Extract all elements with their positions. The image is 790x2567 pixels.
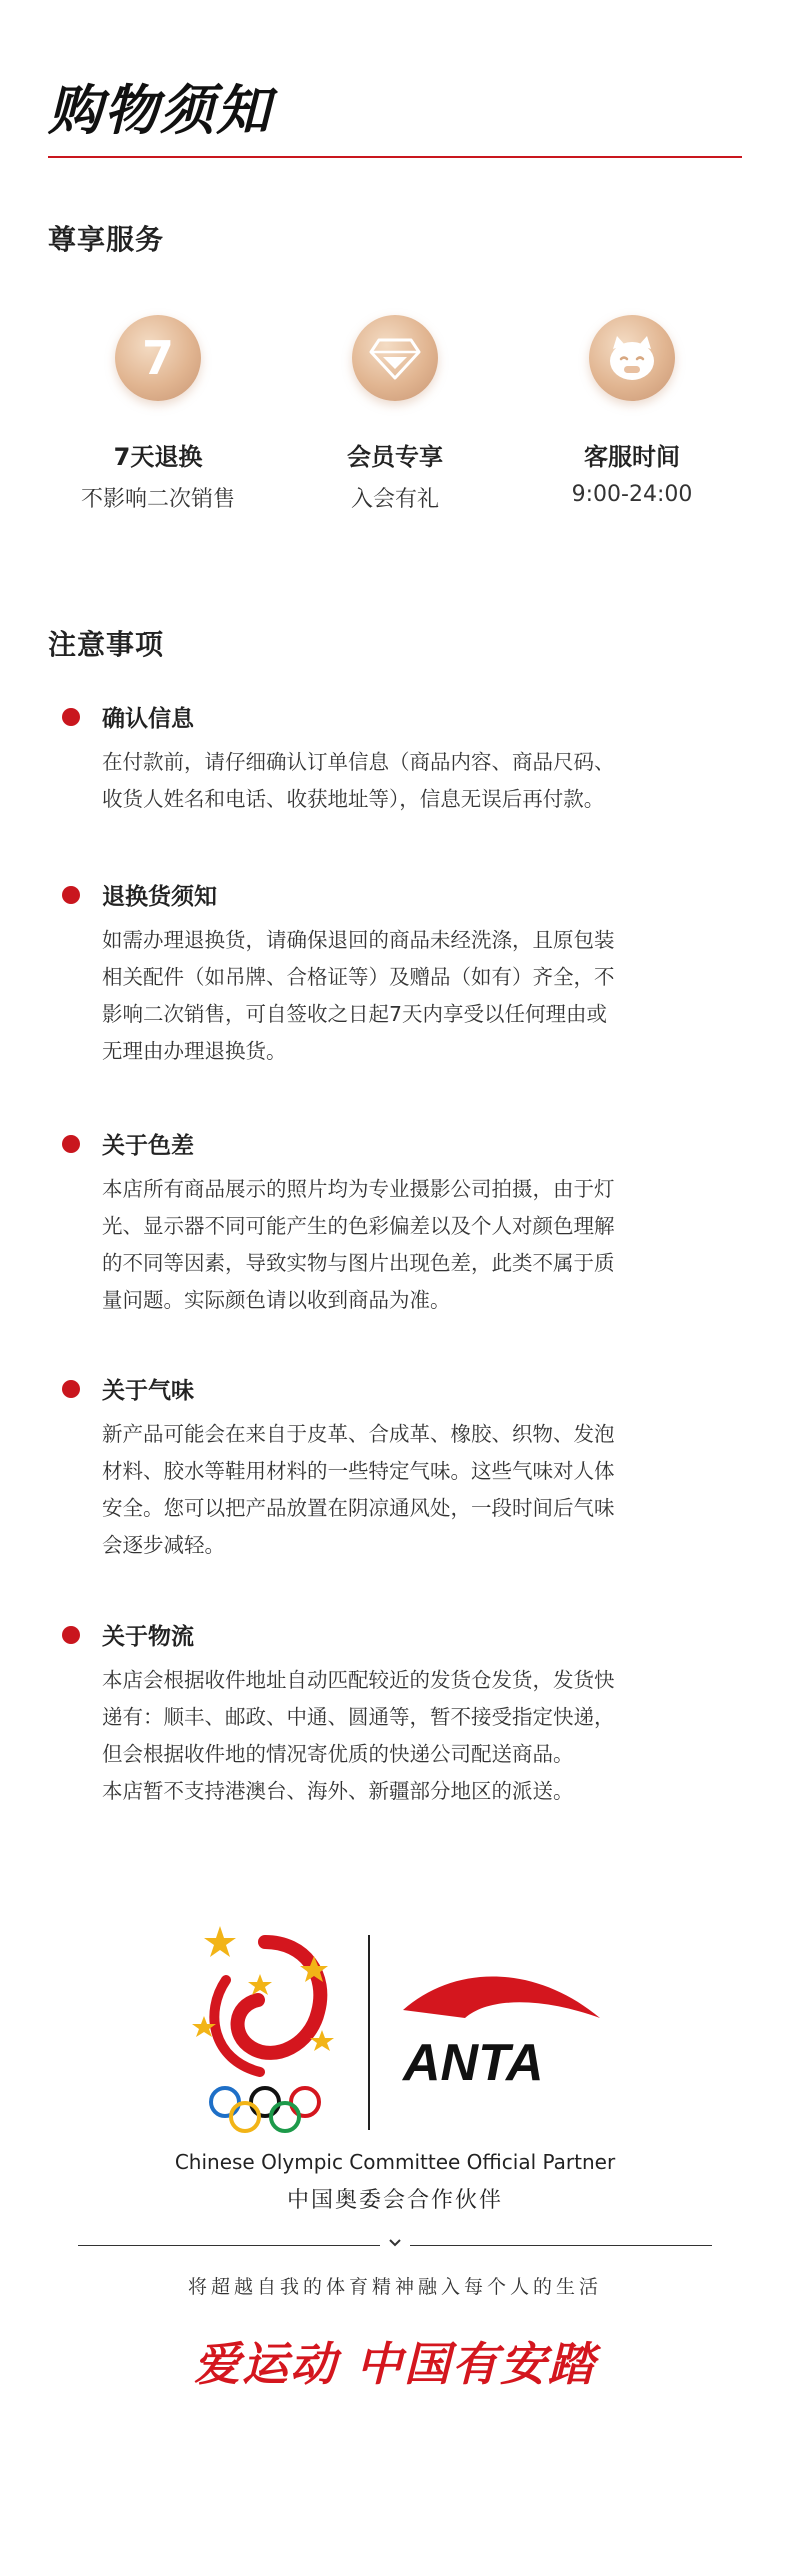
notice-body: 本店所有商品展示的照片均为专业摄影公司拍摄，由于灯 光、显示器不同可能产生的色彩偏差以及个人对颜色理解 的不同等因素，导致实物与图片出现色差，此类不属于质 量问题。实际颜色请以收到商品为准。	[102, 1177, 615, 1312]
service-title: 客服时间	[584, 443, 680, 471]
bullet-dot-icon	[62, 708, 80, 726]
notice-title: 关于气味	[102, 1378, 194, 1404]
service-subtitle: 9:00-24:00	[571, 482, 693, 507]
service-subtitle: 不影响二次销售	[80, 487, 235, 512]
footer-divider-left	[78, 2245, 380, 2246]
notice-title: 关于物流	[102, 1624, 194, 1650]
brand-slogan: 爱运动 中国有安踏	[193, 2337, 596, 2391]
notice-body: 如需办理退换货，请确保退回的商品未经洗涤，且原包装 相关配件（如吊牌、合格证等）及赠品（如有）齐全，不 影响二次销售，可自签收之日起7天内享受以任何理由或 无理由办理退换货。	[102, 928, 615, 1063]
notice-body: 本店会根据收件地址自动匹配较近的发货仓发货，发货快 递有：顺丰、邮政、中通、圆通等，暂不接受指定快递， 但会根据收件地的情况寄优质的快递公司配送商品。 本店暂不支持港澳台、海外、新疆部分地区的派送。	[102, 1668, 615, 1803]
notice-body: 新产品可能会在来自于皮革、合成革、橡胶、织物、发泡 材料、胶水等鞋用材料的一些特定气味。这些气味对人体 安全。您可以把产品放置在阴凉通风处，一段时间后气味 会逐步减轻。	[102, 1422, 615, 1557]
services-heading: 尊享服务	[48, 223, 165, 256]
svg-text:ANTA: ANTA	[403, 2034, 544, 2090]
service-title: 7天退换	[113, 443, 203, 471]
anta-logo	[395, 1970, 605, 2090]
chevron-down-icon	[385, 2232, 405, 2252]
notice-title: 确认信息	[102, 706, 194, 732]
customer-service-mascot-icon	[589, 315, 675, 401]
bullet-dot-icon	[62, 1380, 80, 1398]
brand-tagline: 将超越自我的体育精神融入每个人的生活	[187, 2276, 602, 2298]
services-row	[48, 315, 742, 515]
chinese-olympic-committee-logo	[190, 1920, 340, 2150]
notices-heading: 注意事项	[48, 628, 165, 661]
footer-divider-right	[410, 2245, 712, 2246]
service-seven-day-return	[48, 315, 268, 513]
bullet-dot-icon	[62, 886, 80, 904]
notice-title: 退换货须知	[102, 884, 217, 910]
service-customer-hours	[522, 315, 742, 507]
diamond-vip-badge-icon	[352, 315, 438, 401]
partner-text-cn: 中国奥委会合作伙伴	[286, 2188, 503, 2213]
service-member-exclusive	[285, 315, 505, 513]
title-divider	[48, 156, 742, 158]
logo-divider	[368, 1935, 370, 2130]
number-seven-badge-icon: 7	[115, 315, 201, 401]
service-title: 会员专享	[347, 443, 443, 471]
bullet-dot-icon	[62, 1135, 80, 1153]
notice-title: 关于色差	[102, 1133, 194, 1159]
partner-text-en: Chinese Olympic Committee Official Partner	[174, 2150, 616, 2174]
footer	[0, 1920, 790, 2567]
service-subtitle: 入会有礼	[350, 487, 439, 512]
page-title: 购物须知	[48, 79, 272, 142]
bullet-dot-icon	[62, 1626, 80, 1644]
notice-body: 在付款前，请仔细确认订单信息（商品内容、商品尺码、 收货人姓名和电话、收获地址等），信息无误后再付款。	[102, 750, 615, 811]
